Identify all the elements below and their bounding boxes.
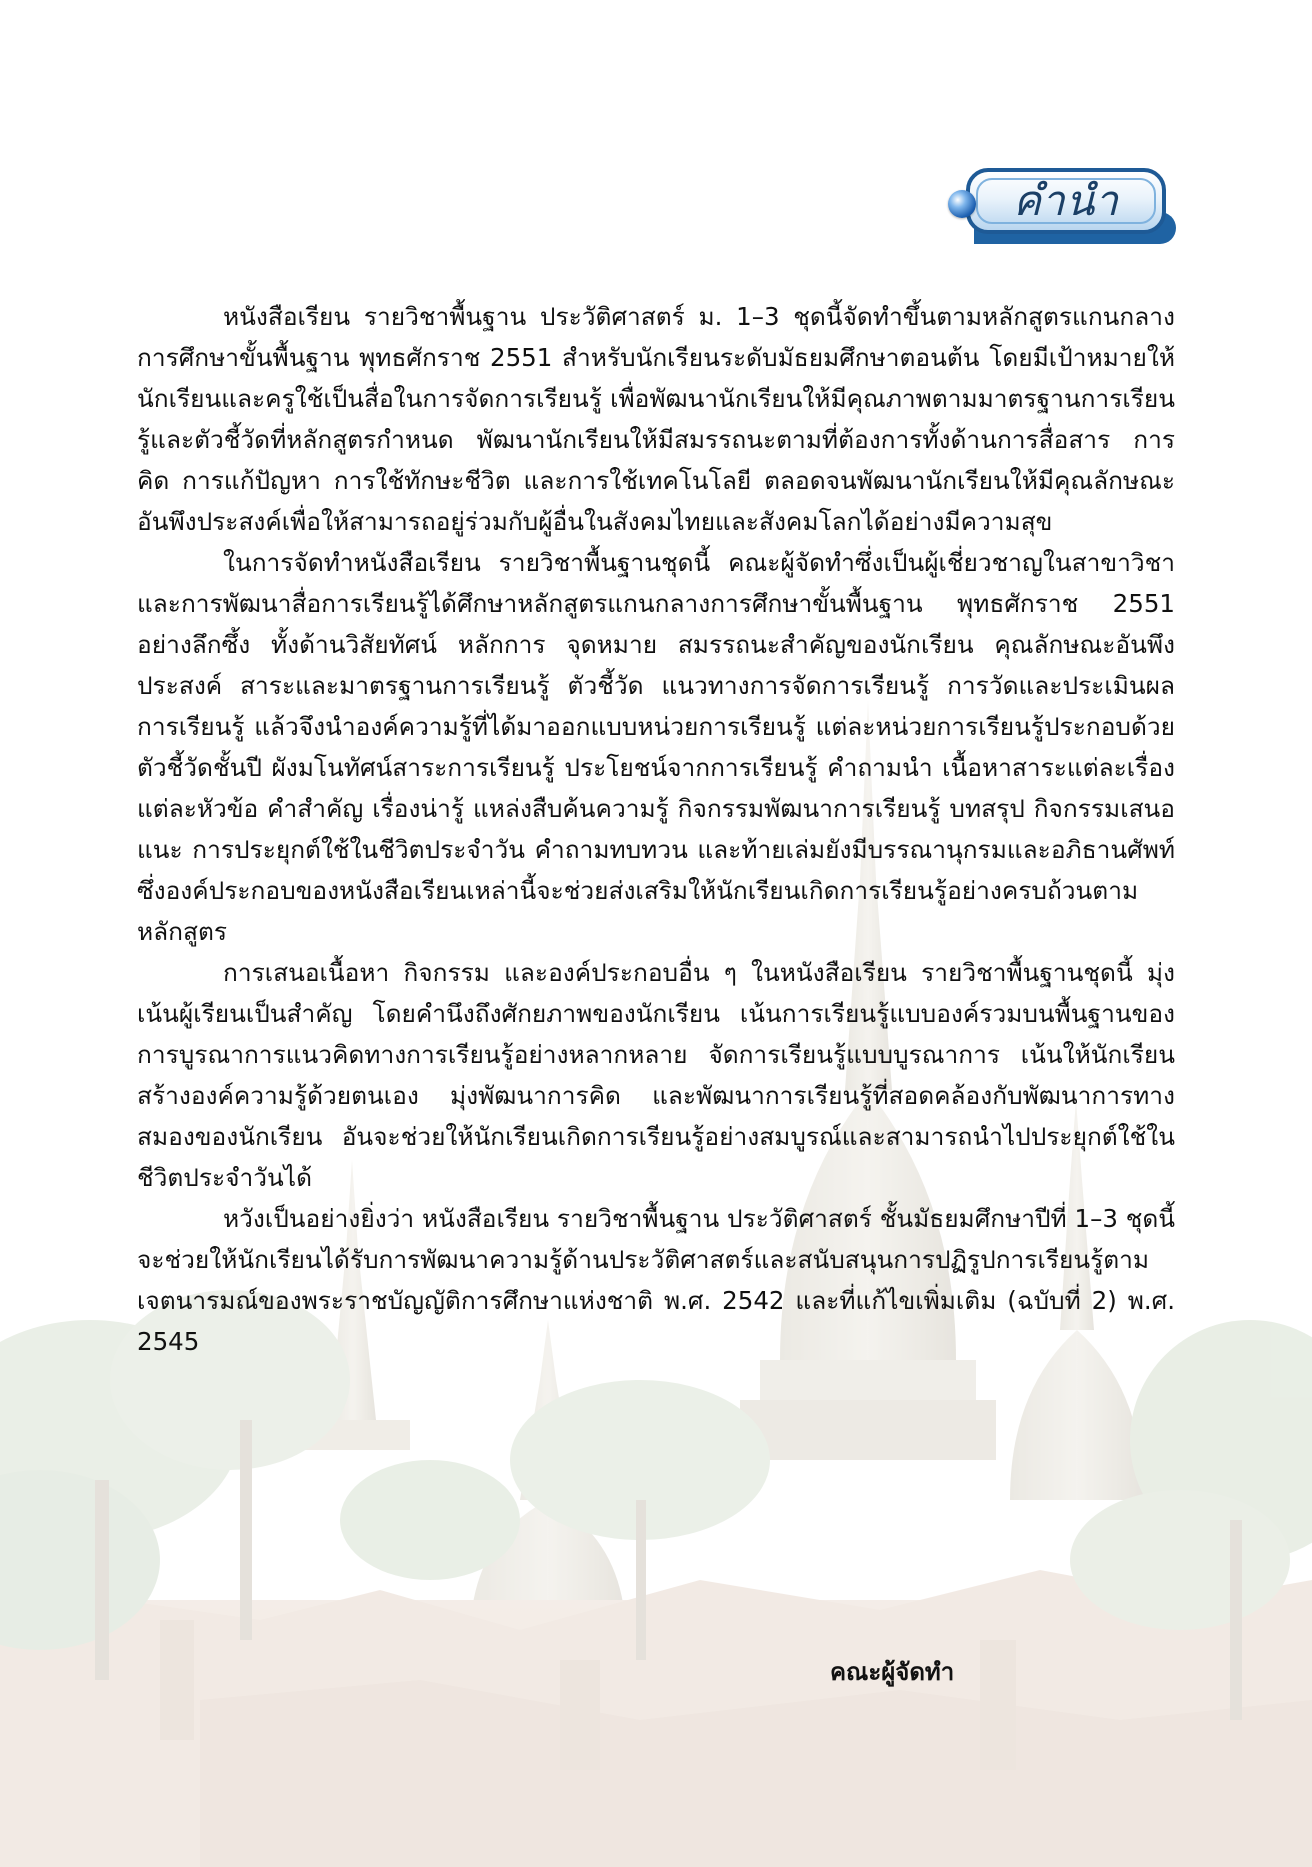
paragraph-2: ในการจัดทำหนังสือเรียน รายวิชาพื้นฐานชุดนี้ คณะผู้จัดทำซึ่งเป็นผู้เชี่ยวชาญในสาขาวิชาและการพัฒนาสื่อการเรียนรู้ได้ศึกษาหลักสูตรแกนกลางการศึกษาขั้นพื้นฐาน พุทธศักราช 2551 อย่างลึกซึ้ง ทั้งด้านวิสัยทัศน์ หลักการ จุดหมาย สมรรถนะสำคัญของนักเรียน คุณลักษณะอันพึงประสงค์ สาระและมาตรฐานการเรียนรู้ ตัวชี้วัด แนวทางการจัดการเรียนรู้ การวัดและประเมินผลการเรียนรู้ แล้วจึงนำองค์ความรู้ที่ได้มาออกแบบหน่วยการเรียนรู้ แต่ละหน่วยการเรียนรู้ประกอบด้วยตัวชี้วัดชั้นปี ผังมโนทัศน์สาระการเรียนรู้ ประโยชน์จากการเรียนรู้ คำถามนำ เนื้อหาสาระแต่ละเรื่องแต่ละหัวข้อ คำสำคัญ เรื่องน่ารู้ แหล่งสืบค้นความรู้ กิจกรรมพัฒนาการเรียนรู้ บทสรุป กิจกรรมเสนอแนะ การประยุกต์ใช้ในชีวิตประจำวัน คำถามทบทวน และท้ายเล่มยังมีบรรณานุกรมและอภิธานศัพท์ ซึ่งองค์ประกอบของหนังสือเรียนเหล่านี้จะช่วยส่งเสริมให้นักเรียนเกิดการเรียนรู้อย่างครบถ้วนตามหลักสูตร (137, 548, 1175, 946)
paragraph-1: หนังสือเรียน รายวิชาพื้นฐาน ประวัติศาสตร์ ม. 1–3 ชุดนี้จัดทำขึ้นตามหลักสูตรแกนกลางการศึกษาขั้นพื้นฐาน พุทธศักราช 2551 สำหรับนักเรียนระดับมัธยมศึกษาตอนต้น โดยมีเป้าหมายให้นักเรียนและครูใช้เป็นสื่อในการจัดการเรียนรู้ เพื่อพัฒนานักเรียนให้มีคุณภาพตามมาตรฐานการเรียนรู้และตัวชี้วัดที่หลักสูตรกำหนด พัฒนานักเรียนให้มีสมรรถนะตามที่ต้องการทั้งด้านการสื่อสาร การคิด การแก้ปัญหา การใช้ทักษะชีวิต และการใช้เทคโนโลยี ตลอดจนพัฒนานักเรียนให้มีคุณลักษณะอันพึงประสงค์เพื่อให้สามารถอยู่ร่วมกับผู้อื่นในสังคมไทยและสังคมโลกได้อย่างมีความสุข (137, 302, 1175, 536)
author-signature: คณะผู้จัดทำ (830, 1658, 955, 1686)
paragraph-3: การเสนอเนื้อหา กิจกรรม และองค์ประกอบอื่น ๆ ในหนังสือเรียน รายวิชาพื้นฐานชุดนี้ มุ่งเน้นผู้เรียนเป็นสำคัญ โดยคำนึงถึงศักยภาพของนักเรียน เน้นการเรียนรู้แบบองค์รวมบนพื้นฐานของการบูรณาการแนวคิดทางการเรียนรู้อย่างหลากหลาย จัดการเรียนรู้แบบบูรณาการ เน้นให้นักเรียนสร้างองค์ความรู้ด้วยตนเอง มุ่งพัฒนาการคิด และพัฒนาการเรียนรู้ที่สอดคล้องกับพัฒนาการทางสมองของนักเรียน อันจะช่วยให้นักเรียนเกิดการเรียนรู้อย่างสมบูรณ์และสามารถนำไปประยุกต์ใช้ในชีวิตประจำวันได้ (137, 958, 1175, 1192)
paragraph-4: หวังเป็นอย่างยิ่งว่า หนังสือเรียน รายวิชาพื้นฐาน ประวัติศาสตร์ ชั้นมัธยมศึกษาปีที่ 1–3 ชุดนี้ จะช่วยให้นักเรียนได้รับการพัฒนาความรู้ด้านประวัติศาสตร์และสนับสนุนการปฏิรูปการเรียนรู้ตามเจตนารมณ์ของพระราชบัญญัติการศึกษาแห่งชาติ พ.ศ. 2542 และที่แก้ไขเพิ่มเติม (ฉบับที่ 2) พ.ศ. 2545 (137, 1204, 1175, 1356)
page-title: คำนำ (1013, 176, 1119, 225)
preface-body (137, 296, 1175, 1362)
heading-badge (948, 168, 1176, 258)
